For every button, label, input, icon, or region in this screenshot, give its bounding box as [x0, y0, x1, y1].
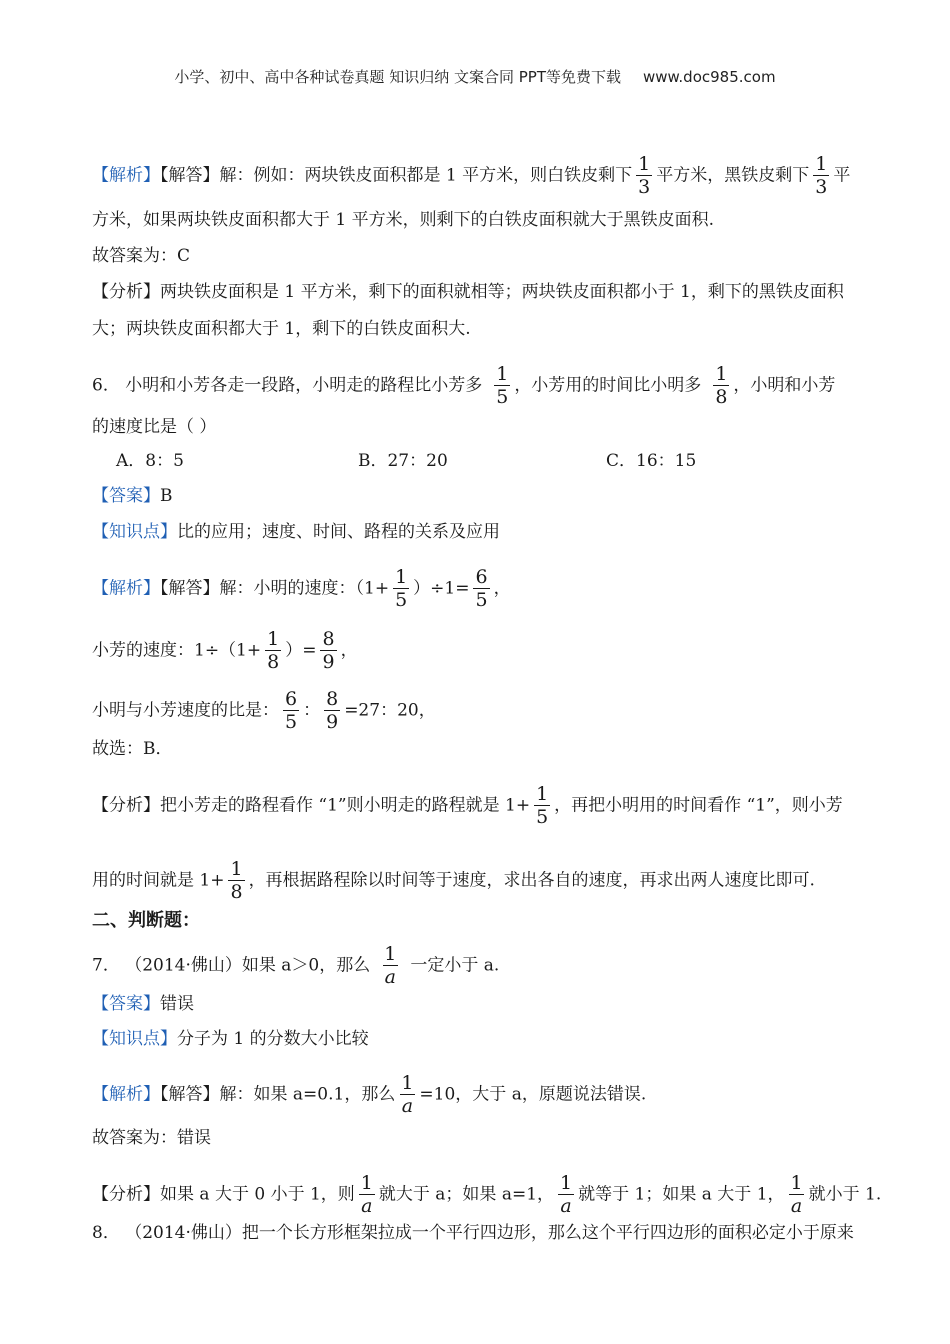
page-header — [0, 66, 950, 87]
fraction-8-9: $\frac{8}{9}$ — [322, 628, 335, 673]
fraction-1-8: $\frac{1}{8}$ — [267, 628, 280, 673]
q7-question: 7． （2014·佛山）如果 a＞0，那么 $\frac{1}{a}$ 一定小于 a. — [92, 943, 500, 988]
q6-question-line1: 6． 小明和小芳各走一段路，小明走的路程比小芳多 $\frac{1}{5}$ ，小芳用的时间比小明多 $\frac{1}{8}$ ，小明和小芳 — [92, 363, 836, 408]
fraction-1-a: $\frac{1}{a}$ — [560, 1172, 573, 1217]
q5-analysis-line2: 大；两块铁皮面积都大于 1，剩下的白铁皮面积大. — [92, 319, 471, 339]
section-title-judgement: 二、判断题： — [92, 910, 200, 931]
fraction-1-5: $\frac{1}{5}$ — [536, 783, 549, 828]
q7-answer-summary: 故答案为：错误 — [92, 1128, 211, 1148]
q6-knowledge-point: 【知识点】比的应用；速度、时间、路程的关系及应用 — [92, 522, 500, 542]
fraction-1-8: $\frac{1}{8}$ — [715, 363, 728, 408]
fraction-1-a: $\frac{1}{a}$ — [360, 1172, 373, 1217]
fraction-1-5: $\frac{1}{5}$ — [496, 363, 509, 408]
q6-solution-line1: 【解析】【解答】解：小明的速度：（1+ $\frac{1}{5}$ ）÷1= $\frac{6}{5}$ ， — [92, 566, 511, 611]
tag-jieda: 【解答】 — [160, 165, 220, 186]
fraction-6-5: $\frac{6}{5}$ — [475, 566, 488, 611]
tag-jiexi: 【解析】 — [92, 165, 160, 186]
q5-answer: 故答案为：C — [92, 246, 191, 266]
q5-solution-line2: 方米，如果两块铁皮面积都大于 1 平方米，则剩下的白铁皮面积就大于黑铁皮面积. — [92, 210, 715, 230]
fraction-8-9: $\frac{8}{9}$ — [326, 688, 339, 733]
fraction-1-8: $\frac{1}{8}$ — [230, 858, 243, 903]
header-text: 小学、初中、高中各种试卷真题 知识归纳 文案合同 PPT等免费下载 — [174, 68, 621, 86]
q6-option-c: C．16：15 — [606, 451, 697, 471]
q7-analysis: 【分析】如果 a 大于 0 小于 1，则 $\frac{1}{a}$ 就大于 a；如果 a=1， $\frac{1}{a}$ 就等于 1；如果 a 大于 1， $\frac{1}{a}$ 就小于 1. — [92, 1172, 882, 1217]
q7-knowledge-point: 【知识点】分子为 1 的分数大小比较 — [92, 1029, 369, 1049]
q8-question: 8． （2014·佛山）把一个长方形框架拉成一个平行四边形，那么这个平行四边形的面积必定小于原来 — [92, 1223, 854, 1243]
q6-answer: 【答案】B — [92, 486, 173, 506]
q7-solution: 【解析】【解答】解：如果 a=0.1，那么 $\frac{1}{a}$ =10，大于 a，原题说法错误. — [92, 1072, 647, 1117]
fraction-1-a: $\frac{1}{a}$ — [401, 1072, 414, 1117]
q6-solution-line3: 小明与小芳速度的比是： $\frac{6}{5}$ ： $\frac{8}{9}$ =27：20， — [92, 688, 436, 733]
fraction-6-5: $\frac{6}{5}$ — [285, 688, 298, 733]
q5-solution-line1: 【解析】【解答】解：例如：两块铁皮面积都是 1 平方米，则白铁皮剩下 $\frac{1}{3}$ 平方米，黑铁皮剩下 $\frac{1}{3}$ 平 — [92, 153, 851, 198]
q6-choose: 故选：B． — [92, 739, 173, 759]
q6-question-line2: 的速度比是（ ） — [92, 417, 217, 437]
q6-solution-line2: 小芳的速度：1÷（1+ $\frac{1}{8}$ ）= $\frac{8}{9}$ ， — [92, 628, 358, 673]
fraction-1-3: $\frac{1}{3}$ — [638, 153, 651, 198]
fraction-1-a: $\frac{1}{a}$ — [384, 943, 397, 988]
fraction-1-a: $\frac{1}{a}$ — [790, 1172, 803, 1217]
q6-analysis-line1: 【分析】把小芳走的路程看作 “1”则小明走的路程就是 1+ $\frac{1}{5}$ ，再把小明用的时间看作 “1”，则小芳 — [92, 783, 843, 828]
q6-option-b: B．27：20 — [358, 451, 448, 471]
fraction-1-3: $\frac{1}{3}$ — [815, 153, 828, 198]
fraction-1-5: $\frac{1}{5}$ — [395, 566, 408, 611]
q7-answer: 【答案】错误 — [92, 994, 194, 1014]
q6-option-a: A．8：5 — [116, 451, 184, 471]
q5-analysis-line1: 【分析】两块铁皮面积是 1 平方米，剩下的面积就相等；两块铁皮面积都小于 1，剩下的黑铁皮面积 — [92, 282, 844, 302]
q6-analysis-line2: 用的时间就是 1+ $\frac{1}{8}$ ，再根据路程除以时间等于速度，求出各自的速度，再求出两人速度比即可. — [92, 858, 815, 903]
header-url[interactable]: www.doc985.com — [642, 68, 776, 86]
